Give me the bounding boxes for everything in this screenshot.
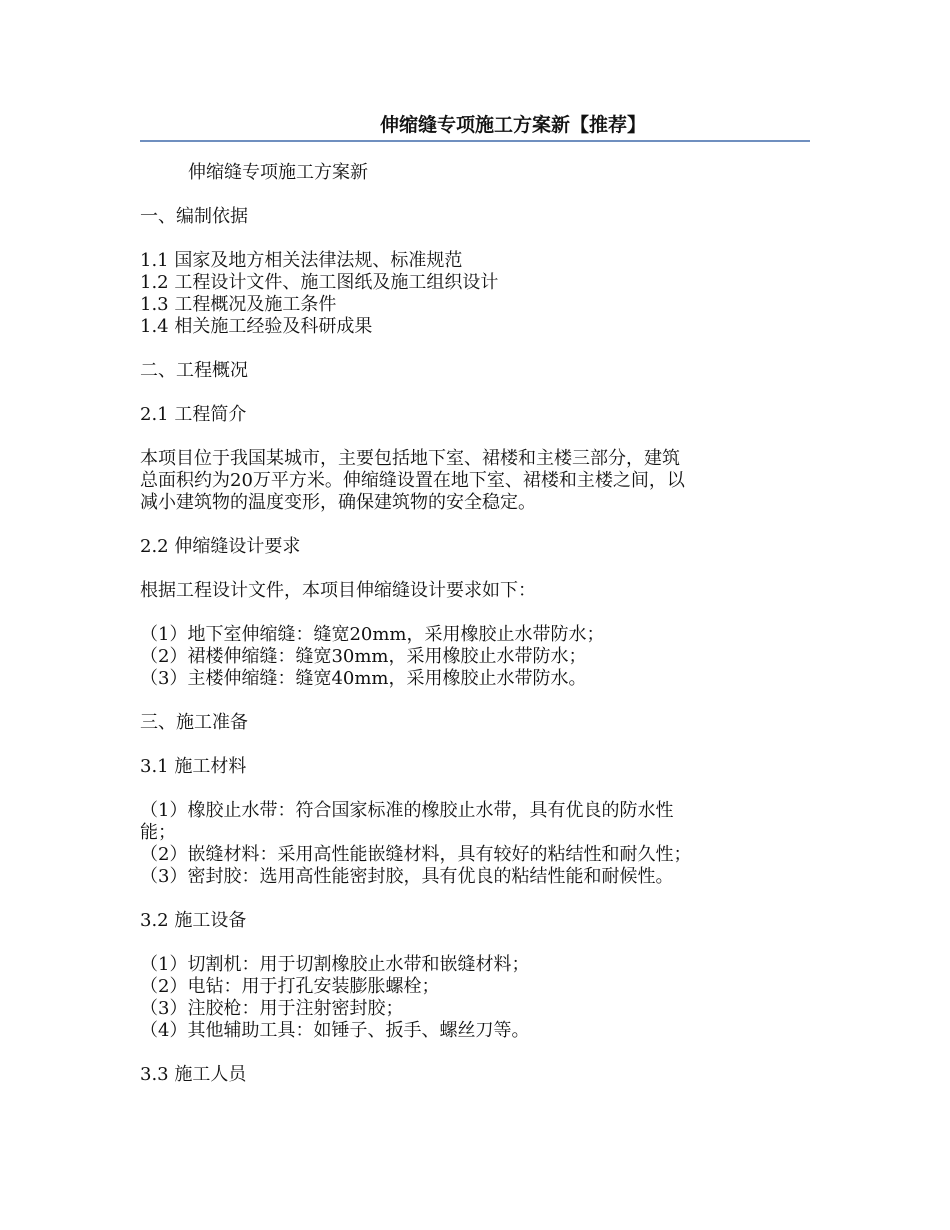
list-item: （3）密封胶：选用高性能密封胶，具有优良的粘结性能和耐候性。 [140,866,674,887]
subsection-heading: 2.2 伸缩缝设计要求 [140,536,301,557]
list-item: （1）橡胶止水带：符合国家标准的橡胶止水带，具有优良的防水性 [140,800,674,821]
list-item: （1）地下室伸缩缝：缝宽20mm，采用橡胶止水带防水； [140,624,605,645]
list-item: （2）电钻：用于打孔安装膨胀螺栓； [140,976,440,997]
document-body [140,162,810,1086]
subsection-heading: 3.1 施工材料 [140,756,247,777]
paragraph-line: 根据工程设计文件，本项目伸缩缝设计要求如下： [140,580,536,601]
list-item: （1）切割机：用于切割橡胶止水带和嵌缝材料； [140,954,530,975]
list-item: （2）嵌缝材料：采用高性能嵌缝材料，具有较好的粘结性和耐久性； [140,844,692,865]
document-title-text: 伸缩缝专项施工方案新【推荐】 [379,114,646,136]
document-subtitle: 伸缩缝专项施工方案新 [188,162,368,183]
list-item: （4）其他辅助工具：如锤子、扳手、螺丝刀等。 [140,1020,530,1041]
list-item: （2）裙楼伸缩缝：缝宽30mm，采用橡胶止水带防水； [140,646,587,667]
list-item: 1.4 相关施工经验及科研成果 [140,316,373,337]
subsection-heading: 3.3 施工人员 [140,1064,247,1085]
section-heading-1: 一、编制依据 [140,206,248,227]
list-item: 1.2 工程设计文件、施工图纸及施工组织设计 [140,272,499,293]
list-item: 1.3 工程概况及施工条件 [140,294,337,315]
list-item: （3）主楼伸缩缝：缝宽40mm，采用橡胶止水带防水。 [140,668,587,689]
list-item: 能； [140,822,176,843]
list-item: 1.1 国家及地方相关法律法规、标准规范 [140,250,463,271]
subsection-heading: 2.1 工程简介 [140,404,247,425]
title-underline [140,140,810,142]
section-heading-3: 三、施工准备 [140,712,248,733]
section-heading-2: 二、工程概况 [140,360,248,381]
subsection-heading: 3.2 施工设备 [140,910,247,931]
paragraph-line: 减小建筑物的温度变形，确保建筑物的安全稳定。 [140,492,536,513]
paragraph-line: 总面积约为20万平方米。伸缩缝设置在地下室、裙楼和主楼之间，以 [140,470,685,491]
document-title [140,113,810,137]
list-item: （3）注胶枪：用于注射密封胶； [140,998,404,1019]
paragraph-line: 本项目位于我国某城市，主要包括地下室、裙楼和主楼三部分，建筑 [140,448,680,469]
